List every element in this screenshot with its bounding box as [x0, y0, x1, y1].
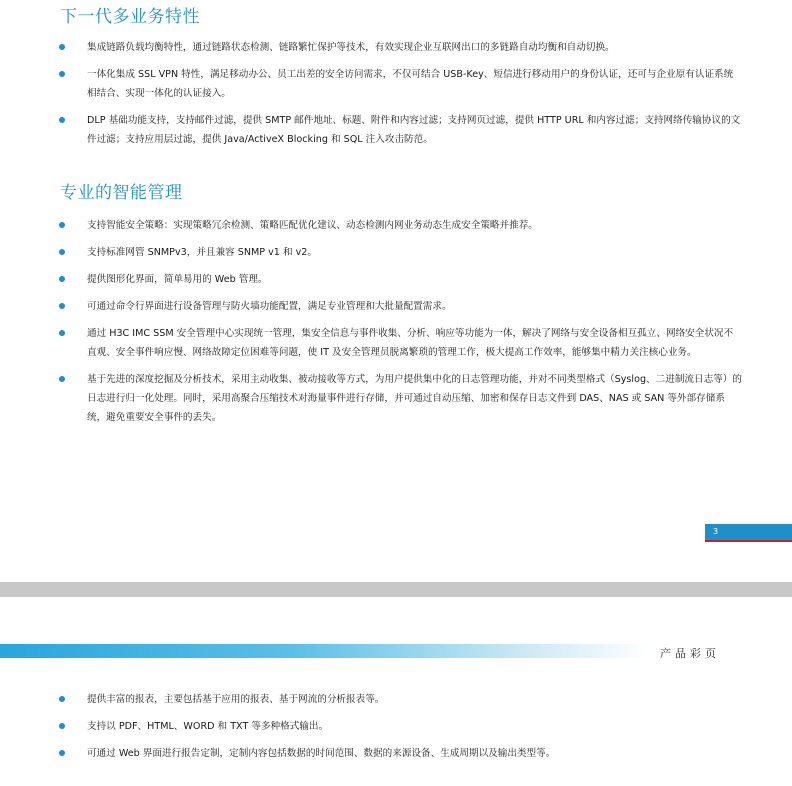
section-title-smart-management: 专业的智能管理: [60, 183, 183, 203]
list-item: [0, 216, 792, 235]
list-item: [0, 243, 792, 262]
bullet-icon: [59, 71, 65, 77]
list-item-text: 通过 H3C IMC SSM 安全管理中心实现统一管理，集安全信息与事件收集、分析、响应等功能为一体，解决了网络与安全设备相互孤立、网络安全状况不直观、安全事件响应慢、网络故障定位困难等问题，使 IT 及安全管理员脱离繁琐的管理工作，极大提高工作效率，能够集中精力关注核心业务。: [87, 328, 734, 358]
bullet-icon: [59, 249, 65, 255]
list-item-text: 提供图形化界面，简单易用的 Web 管理。: [87, 274, 268, 285]
bullet-icon: [59, 330, 65, 336]
bullet-icon: [59, 117, 65, 123]
bullet-icon: [59, 723, 65, 729]
list-item: [0, 111, 792, 149]
page-number: 3: [705, 524, 792, 540]
bullet-icon: [59, 376, 65, 382]
page-separator: [0, 582, 792, 597]
list-item: [0, 744, 792, 763]
section-title-next-gen-features: 下一代多业务特性: [60, 7, 200, 27]
smart-management-list: [0, 216, 792, 435]
bullet-icon: [59, 222, 65, 228]
list-item-text: 支持智能安全策略：实现策略冗余检测、策略匹配优化建议、动态检测内网业务动态生成安全策略并推荐。: [87, 220, 538, 231]
bullet-icon: [59, 303, 65, 309]
catalog-label: 产品彩页: [660, 647, 720, 660]
list-item-text: 提供丰富的报表，主要包括基于应用的报表、基于网流的分析报表等。: [87, 694, 385, 705]
list-item-text: 一体化集成 SSL VPN 特性，满足移动办公、员工出差的安全访问需求，不仅可结合 USB-Key、短信进行移动用户的身份认证，还可与企业原有认证系统相结合、实现一体化的认证接入。: [87, 69, 734, 99]
list-item-text: DLP 基础功能支持，支持邮件过滤，提供 SMTP 邮件地址、标题、附件和内容过滤；支持网页过滤，提供 HTTP URL 和内容过滤；支持网络传输协议的文件过滤；支持应用层过滤，提供 Java/ActiveX Blocking 和 SQL 注入攻击防范。: [87, 115, 741, 145]
bullet-icon: [59, 276, 65, 282]
list-item-text: 集成链路负载均衡特性，通过链路状态检测、链路繁忙保护等技术，有效实现企业互联网出口的多链路自动均衡和自动切换。: [87, 42, 615, 53]
list-item: [0, 690, 792, 709]
list-item-text: 可通过 Web 界面进行报告定制，定制内容包括数据的时间范围、数据的来源设备、生成周期以及输出类型等。: [87, 748, 556, 759]
page-number-underline: [705, 540, 792, 542]
bullet-icon: [59, 750, 65, 756]
list-item-text: 支持以 PDF、HTML、WORD 和 TXT 等多种格式输出。: [87, 721, 329, 732]
list-item: [0, 324, 792, 362]
list-item: [0, 38, 792, 57]
list-item: [0, 270, 792, 289]
list-item-text: 基于先进的深度挖掘及分析技术，采用主动收集、被动接收等方式，为用户提供集中化的日志管理功能，并对不同类型格式（Syslog、二进制流日志等）的日志进行归一化处理。同时，采用高聚合压缩技术对海量事件进行存储，并可通过自动压缩、加密和保存日志文件到 DAS、NAS 或 SAN 等外部存储系统，避免重要安全事件的丢失。: [87, 374, 742, 423]
list-item: [0, 297, 792, 316]
bullet-icon: [59, 44, 65, 50]
bullet-icon: [59, 696, 65, 702]
list-item: [0, 65, 792, 103]
next-gen-features-list: [0, 38, 792, 157]
list-item: [0, 370, 792, 427]
header-gradient-bar: [0, 644, 650, 658]
report-features-list: [0, 690, 792, 771]
list-item: [0, 717, 792, 736]
list-item-text: 支持标准网管 SNMPv3，并且兼容 SNMP v1 和 v2。: [87, 247, 317, 258]
list-item-text: 可通过命令行界面进行设备管理与防火墙功能配置，满足专业管理和大批量配置需求。: [87, 301, 452, 312]
